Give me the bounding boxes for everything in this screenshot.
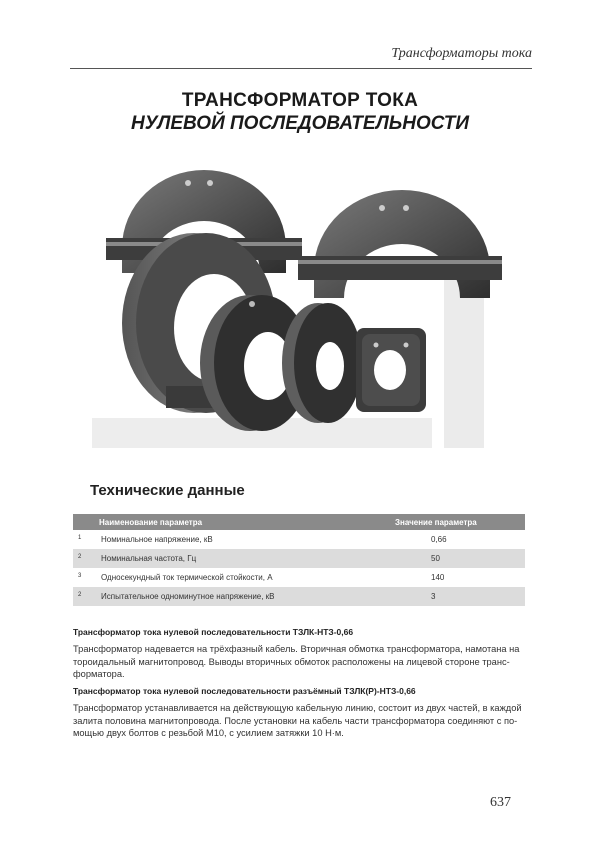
block2-heading: Трансформатор тока нулевой последовательности разъёмный ТЗЛК(Р)-НТЗ-0,66 xyxy=(73,686,416,696)
param-value: 50 xyxy=(431,554,440,563)
table-row xyxy=(73,549,525,568)
text-line: Трансформатор устанавливается на действующую кабельную линию, состоит из двух частей, в каждой xyxy=(73,703,522,713)
column-header: Значение параметра xyxy=(395,518,477,527)
block1-paragraph xyxy=(73,643,525,681)
text-line: форматора. xyxy=(73,669,125,679)
param-value: 0,66 xyxy=(431,535,447,544)
param-name: Номинальное напряжение, кВ xyxy=(101,535,213,544)
table-row xyxy=(73,587,525,606)
product-photo xyxy=(72,138,528,470)
toroid-smallest xyxy=(356,328,426,412)
text-line: мощью двух болтов с резьбой М10, с усилием затяжки 10 Н·м. xyxy=(73,728,344,738)
param-value: 140 xyxy=(431,573,445,582)
toroid-small xyxy=(282,303,362,423)
table-row xyxy=(73,568,525,587)
param-value: 3 xyxy=(431,592,436,601)
row-number: 3 xyxy=(78,573,82,579)
row-number: 2 xyxy=(78,592,82,598)
text-line: тороидальный магнитопровод. Выводы вторичных обмоток расположены на лицевой стороне транс- xyxy=(73,656,510,667)
specs-table xyxy=(73,514,525,606)
param-name: Номинальная частота, Гц xyxy=(101,554,197,563)
column-header: Наименование параметра xyxy=(99,518,203,527)
text-line: Трансформатор надевается на трёхфазный кабель. Вторичная обмотка трансформатора, намотана на xyxy=(73,644,520,654)
row-number: 2 xyxy=(78,554,82,560)
row-number: 1 xyxy=(78,535,82,541)
text-line: залита половина магнитопровода. После установки на кабель части трансформатора соединяют с по- xyxy=(73,715,518,726)
page-number: 637 xyxy=(490,795,511,810)
page-title-line2: НУЛЕВОЙ ПОСЛЕДОВАТЕЛЬНОСТИ xyxy=(130,113,469,134)
table-row xyxy=(73,530,525,549)
block1-heading: Трансформатор тока нулевой последовательности ТЗЛК-НТЗ-0,66 xyxy=(73,627,354,637)
section-title: Технические данные xyxy=(90,482,245,499)
param-name: Односекундный ток термической стойкости, А xyxy=(101,573,273,582)
table-header xyxy=(73,514,525,530)
block2-paragraph xyxy=(73,702,525,740)
header-rule xyxy=(70,68,532,69)
running-header: Трансформаторы тока xyxy=(391,46,532,61)
page-title-line1: ТРАНСФОРМАТОР ТОКА xyxy=(181,90,419,111)
param-name: Испытательное одноминутное напряжение, кВ xyxy=(101,592,275,601)
